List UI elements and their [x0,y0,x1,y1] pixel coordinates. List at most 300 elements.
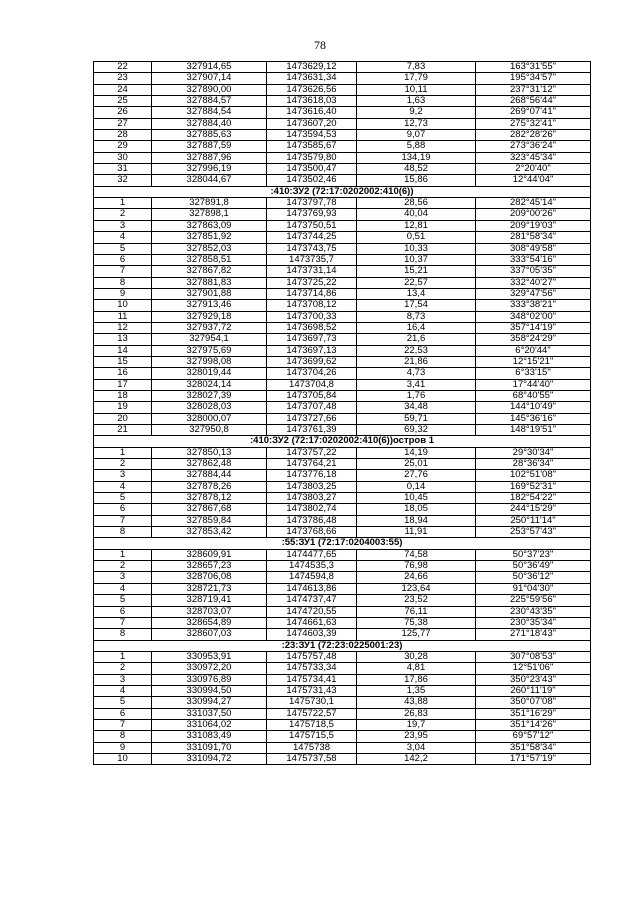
table-row [94,572,591,583]
table-row [94,583,591,594]
y-coordinate-cell: 1473803,27 [267,493,357,504]
section-header-row [94,538,591,549]
x-coordinate-cell: 328609,91 [152,549,267,560]
distance-cell: 34,48 [357,402,476,413]
distance-cell: 15,86 [357,175,476,186]
x-coordinate-cell: 327898,1 [152,209,267,220]
direction-angle-cell: 148°19'51" [476,425,591,436]
section-header-row [94,640,591,651]
distance-cell: 16,4 [357,322,476,333]
distance-cell: 14,19 [357,447,476,458]
direction-angle-cell: 323°45'34" [476,152,591,163]
y-coordinate-cell: 1473727,66 [267,413,357,424]
direction-angle-cell: 337°05'35" [476,266,591,277]
y-coordinate-cell: 1474535,3 [267,561,357,572]
direction-angle-cell: 308°49'58" [476,243,591,254]
coordinates-table-body [94,62,591,765]
table-row [94,130,591,141]
distance-cell: 17,86 [357,674,476,685]
y-coordinate-cell: 1473725,22 [267,277,357,288]
y-coordinate-cell: 1473585,67 [267,141,357,152]
point-number-cell: 9 [94,742,152,753]
x-coordinate-cell: 327913,46 [152,300,267,311]
x-coordinate-cell: 330994,50 [152,685,267,696]
table-row [94,425,591,436]
direction-angle-cell: 12°51'06" [476,663,591,674]
y-coordinate-cell: 1474737,47 [267,595,357,606]
direction-angle-cell: 6°33'15" [476,368,591,379]
x-coordinate-cell: 327890,00 [152,84,267,95]
distance-cell: 125,77 [357,629,476,640]
point-number-cell: 4 [94,481,152,492]
distance-cell: 30,28 [357,651,476,662]
point-number-cell: 28 [94,130,152,141]
x-coordinate-cell: 327907,14 [152,73,267,84]
direction-angle-cell: 333°54'16" [476,254,591,265]
distance-cell: 19,7 [357,719,476,730]
table-row [94,459,591,470]
direction-angle-cell: 282°28'26" [476,130,591,141]
distance-cell: 7,83 [357,62,476,73]
distance-cell: 23,95 [357,731,476,742]
distance-cell: 11,91 [357,527,476,538]
y-coordinate-cell: 1474477,65 [267,549,357,560]
distance-cell: 17,79 [357,73,476,84]
distance-cell: 40,04 [357,209,476,220]
distance-cell: 0,14 [357,481,476,492]
distance-cell: 8,73 [357,311,476,322]
point-number-cell: 3 [94,220,152,231]
distance-cell: 43,88 [357,697,476,708]
y-coordinate-cell: 1473698,52 [267,322,357,333]
direction-angle-cell: 244°15'29" [476,504,591,515]
table-row [94,96,591,107]
direction-angle-cell: 358°24'29" [476,334,591,345]
table-row [94,243,591,254]
distance-cell: 9,07 [357,130,476,141]
point-number-cell: 1 [94,549,152,560]
y-coordinate-cell: 1473697,73 [267,334,357,345]
point-number-cell: 7 [94,515,152,526]
y-coordinate-cell: 1473579,80 [267,152,357,163]
distance-cell: 12,73 [357,118,476,129]
direction-angle-cell: 145°36'16" [476,413,591,424]
table-row [94,651,591,662]
section-title: :410:ЗУ2 (72:17:0202002:410(6))остров 1 [94,436,591,447]
point-number-cell: 27 [94,118,152,129]
point-number-cell: 15 [94,356,152,367]
point-number-cell: 10 [94,753,152,764]
y-coordinate-cell: 1473616,40 [267,107,357,118]
direction-angle-cell: 350°23'43" [476,674,591,685]
table-row [94,470,591,481]
point-number-cell: 2 [94,663,152,674]
point-number-cell: 3 [94,674,152,685]
point-number-cell: 9 [94,288,152,299]
y-coordinate-cell: 1474661,63 [267,617,357,628]
point-number-cell: 8 [94,277,152,288]
direction-angle-cell: 268°56'44" [476,96,591,107]
point-number-cell: 3 [94,572,152,583]
distance-cell: 22,57 [357,277,476,288]
distance-cell: 59,71 [357,413,476,424]
table-row [94,719,591,730]
distance-cell: 9,2 [357,107,476,118]
distance-cell: 25,01 [357,459,476,470]
point-number-cell: 8 [94,629,152,640]
x-coordinate-cell: 328703,07 [152,606,267,617]
point-number-cell: 20 [94,413,152,424]
direction-angle-cell: 102°51'08" [476,470,591,481]
distance-cell: 69,32 [357,425,476,436]
distance-cell: 10,37 [357,254,476,265]
point-number-cell: 7 [94,617,152,628]
y-coordinate-cell: 1473704,8 [267,379,357,390]
table-row [94,379,591,390]
table-row [94,300,591,311]
direction-angle-cell: 182°54'22" [476,493,591,504]
y-coordinate-cell: 1474594,8 [267,572,357,583]
x-coordinate-cell: 330976,89 [152,674,267,685]
distance-cell: 18,94 [357,515,476,526]
y-coordinate-cell: 1474720,55 [267,606,357,617]
table-row [94,527,591,538]
y-coordinate-cell: 1474613,86 [267,583,357,594]
direction-angle-cell: 351°58'34" [476,742,591,753]
y-coordinate-cell: 1475730,1 [267,697,357,708]
point-number-cell: 5 [94,697,152,708]
direction-angle-cell: 332°40'27" [476,277,591,288]
y-coordinate-cell: 1473731,14 [267,266,357,277]
table-row [94,663,591,674]
direction-angle-cell: 351°14'26" [476,719,591,730]
x-coordinate-cell: 328044,67 [152,175,267,186]
x-coordinate-cell: 328027,39 [152,390,267,401]
point-number-cell: 12 [94,322,152,333]
table-row [94,617,591,628]
table-row [94,606,591,617]
distance-cell: 24,66 [357,572,476,583]
point-number-cell: 4 [94,232,152,243]
y-coordinate-cell: 1473502,46 [267,175,357,186]
direction-angle-cell: 29°30'34" [476,447,591,458]
table-row [94,708,591,719]
point-number-cell: 32 [94,175,152,186]
x-coordinate-cell: 327867,68 [152,504,267,515]
distance-cell: 4,73 [357,368,476,379]
y-coordinate-cell: 1475731,43 [267,685,357,696]
direction-angle-cell: 68°40'55" [476,390,591,401]
x-coordinate-cell: 328654,89 [152,617,267,628]
direction-angle-cell: 307°08'53" [476,651,591,662]
table-row [94,107,591,118]
y-coordinate-cell: 1473761,39 [267,425,357,436]
table-row [94,697,591,708]
y-coordinate-cell: 1473704,26 [267,368,357,379]
distance-cell: 75,38 [357,617,476,628]
direction-angle-cell: 253°57'43" [476,527,591,538]
table-row [94,198,591,209]
section-title: :410:ЗУ2 (72:17:0202002:410(6)) [94,186,591,197]
y-coordinate-cell: 1473708,12 [267,300,357,311]
y-coordinate-cell: 1473764,21 [267,459,357,470]
distance-cell: 1,76 [357,390,476,401]
point-number-cell: 24 [94,84,152,95]
table-row [94,753,591,764]
x-coordinate-cell: 327859,84 [152,515,267,526]
point-number-cell: 1 [94,447,152,458]
x-coordinate-cell: 331064,02 [152,719,267,730]
x-coordinate-cell: 330953,91 [152,651,267,662]
x-coordinate-cell: 328019,44 [152,368,267,379]
y-coordinate-cell: 1473750,51 [267,220,357,231]
y-coordinate-cell: 1473626,56 [267,84,357,95]
x-coordinate-cell: 327950,8 [152,425,267,436]
x-coordinate-cell: 327878,12 [152,493,267,504]
y-coordinate-cell: 1473705,84 [267,390,357,401]
point-number-cell: 23 [94,73,152,84]
point-number-cell: 6 [94,606,152,617]
table-row [94,402,591,413]
distance-cell: 3,41 [357,379,476,390]
x-coordinate-cell: 327937,72 [152,322,267,333]
table-row [94,266,591,277]
x-coordinate-cell: 330994,27 [152,697,267,708]
x-coordinate-cell: 327996,19 [152,164,267,175]
point-number-cell: 10 [94,300,152,311]
y-coordinate-cell: 1473700,33 [267,311,357,322]
distance-cell: 3,04 [357,742,476,753]
direction-angle-cell: 91°04'30" [476,583,591,594]
point-number-cell: 5 [94,243,152,254]
distance-cell: 21,6 [357,334,476,345]
table-row [94,254,591,265]
distance-cell: 1,63 [357,96,476,107]
direction-angle-cell: 50°37'23" [476,549,591,560]
point-number-cell: 22 [94,62,152,73]
x-coordinate-cell: 331091,70 [152,742,267,753]
y-coordinate-cell: 1473769,93 [267,209,357,220]
table-row [94,141,591,152]
distance-cell: 0,51 [357,232,476,243]
x-coordinate-cell: 327884,40 [152,118,267,129]
direction-angle-cell: 230°35'34" [476,617,591,628]
point-number-cell: 3 [94,470,152,481]
y-coordinate-cell: 1473714,86 [267,288,357,299]
y-coordinate-cell: 1473803,25 [267,481,357,492]
distance-cell: 12,81 [357,220,476,231]
point-number-cell: 8 [94,731,152,742]
point-number-cell: 14 [94,345,152,356]
table-row [94,549,591,560]
distance-cell: 13,4 [357,288,476,299]
y-coordinate-cell: 1475715,5 [267,731,357,742]
direction-angle-cell: 6°20'44" [476,345,591,356]
table-row [94,493,591,504]
direction-angle-cell: 12°15'21" [476,356,591,367]
table-row [94,277,591,288]
section-title: :55:ЗУ1 (72:17:0204003:55) [94,538,591,549]
direction-angle-cell: 237°31'12" [476,84,591,95]
point-number-cell: 19 [94,402,152,413]
y-coordinate-cell: 1473757,22 [267,447,357,458]
table-row [94,322,591,333]
point-number-cell: 2 [94,209,152,220]
distance-cell: 26,83 [357,708,476,719]
point-number-cell: 25 [94,96,152,107]
direction-angle-cell: 348°02'00" [476,311,591,322]
table-row [94,175,591,186]
distance-cell: 10,45 [357,493,476,504]
table-row [94,73,591,84]
direction-angle-cell: 260°11'19" [476,685,591,696]
x-coordinate-cell: 327858,51 [152,254,267,265]
y-coordinate-cell: 1473735,7 [267,254,357,265]
direction-angle-cell: 50°36'12" [476,572,591,583]
distance-cell: 74,58 [357,549,476,560]
x-coordinate-cell: 327884,57 [152,96,267,107]
point-number-cell: 30 [94,152,152,163]
x-coordinate-cell: 327884,44 [152,470,267,481]
point-number-cell: 29 [94,141,152,152]
direction-angle-cell: 230°43'35" [476,606,591,617]
distance-cell: 5,88 [357,141,476,152]
direction-angle-cell: 271°18'43" [476,629,591,640]
y-coordinate-cell: 1473776,18 [267,470,357,481]
x-coordinate-cell: 328607,03 [152,629,267,640]
direction-angle-cell: 329°47'56" [476,288,591,299]
distance-cell: 76,98 [357,561,476,572]
y-coordinate-cell: 1475734,41 [267,674,357,685]
section-header-row [94,186,591,197]
y-coordinate-cell: 1473629,12 [267,62,357,73]
x-coordinate-cell: 327998,08 [152,356,267,367]
y-coordinate-cell: 1473768,66 [267,527,357,538]
table-row [94,334,591,345]
x-coordinate-cell: 331094,72 [152,753,267,764]
x-coordinate-cell: 330972,20 [152,663,267,674]
x-coordinate-cell: 327954,1 [152,334,267,345]
distance-cell: 142,2 [357,753,476,764]
distance-cell: 27,76 [357,470,476,481]
x-coordinate-cell: 331037,50 [152,708,267,719]
distance-cell: 76,11 [357,606,476,617]
y-coordinate-cell: 1475737,58 [267,753,357,764]
direction-angle-cell: 2°20'40" [476,164,591,175]
x-coordinate-cell: 331083,49 [152,731,267,742]
direction-angle-cell: 225°59'56" [476,595,591,606]
point-number-cell: 31 [94,164,152,175]
y-coordinate-cell: 1473618,03 [267,96,357,107]
point-number-cell: 18 [94,390,152,401]
direction-angle-cell: 209°00'26" [476,209,591,220]
direction-angle-cell: 28°36'34" [476,459,591,470]
table-row [94,731,591,742]
distance-cell: 21,86 [357,356,476,367]
distance-cell: 1,35 [357,685,476,696]
x-coordinate-cell: 328706,08 [152,572,267,583]
direction-angle-cell: 275°32'41" [476,118,591,129]
direction-angle-cell: 163°31'55" [476,62,591,73]
point-number-cell: 26 [94,107,152,118]
y-coordinate-cell: 1473743,75 [267,243,357,254]
y-coordinate-cell: 1475738 [267,742,357,753]
table-row [94,595,591,606]
y-coordinate-cell: 1473697,13 [267,345,357,356]
table-row [94,390,591,401]
point-number-cell: 2 [94,561,152,572]
point-number-cell: 16 [94,368,152,379]
distance-cell: 18,05 [357,504,476,515]
y-coordinate-cell: 1473797,78 [267,198,357,209]
direction-angle-cell: 269°07'41" [476,107,591,118]
direction-angle-cell: 273°36'24" [476,141,591,152]
x-coordinate-cell: 327901,88 [152,288,267,299]
direction-angle-cell: 350°07'08" [476,697,591,708]
point-number-cell: 6 [94,708,152,719]
direction-angle-cell: 144°10'49" [476,402,591,413]
distance-cell: 123,64 [357,583,476,594]
direction-angle-cell: 281°58'34" [476,232,591,243]
table-row [94,220,591,231]
point-number-cell: 6 [94,254,152,265]
y-coordinate-cell: 1475718,5 [267,719,357,730]
distance-cell: 22,53 [357,345,476,356]
point-number-cell: 5 [94,493,152,504]
y-coordinate-cell: 1473631,34 [267,73,357,84]
x-coordinate-cell: 327850,13 [152,447,267,458]
direction-angle-cell: 171°57'19" [476,753,591,764]
distance-cell: 134,19 [357,152,476,163]
table-row [94,288,591,299]
y-coordinate-cell: 1475733,34 [267,663,357,674]
point-number-cell: 6 [94,504,152,515]
x-coordinate-cell: 327891,8 [152,198,267,209]
y-coordinate-cell: 1473707,48 [267,402,357,413]
table-row [94,447,591,458]
x-coordinate-cell: 327887,59 [152,141,267,152]
point-number-cell: 5 [94,595,152,606]
table-row [94,685,591,696]
table-row [94,232,591,243]
section-title: :23:ЗУ1 (72:23:0225001:23) [94,640,591,651]
x-coordinate-cell: 328719,41 [152,595,267,606]
direction-angle-cell: 12°44'04" [476,175,591,186]
table-row [94,345,591,356]
table-row [94,742,591,753]
table-row [94,413,591,424]
point-number-cell: 2 [94,459,152,470]
x-coordinate-cell: 328000,07 [152,413,267,424]
y-coordinate-cell: 1474603,39 [267,629,357,640]
x-coordinate-cell: 327884,54 [152,107,267,118]
x-coordinate-cell: 328657,23 [152,561,267,572]
coordinates-table [93,61,591,765]
table-row [94,561,591,572]
direction-angle-cell: 250°11'14" [476,515,591,526]
x-coordinate-cell: 327881,83 [152,277,267,288]
x-coordinate-cell: 327853,42 [152,527,267,538]
distance-cell: 15,21 [357,266,476,277]
direction-angle-cell: 209°19'03" [476,220,591,231]
direction-angle-cell: 351°16'29" [476,708,591,719]
direction-angle-cell: 169°52'31" [476,481,591,492]
direction-angle-cell: 195°34'57" [476,73,591,84]
table-row [94,368,591,379]
distance-cell: 28,56 [357,198,476,209]
direction-angle-cell: 50°36'49" [476,561,591,572]
point-number-cell: 21 [94,425,152,436]
